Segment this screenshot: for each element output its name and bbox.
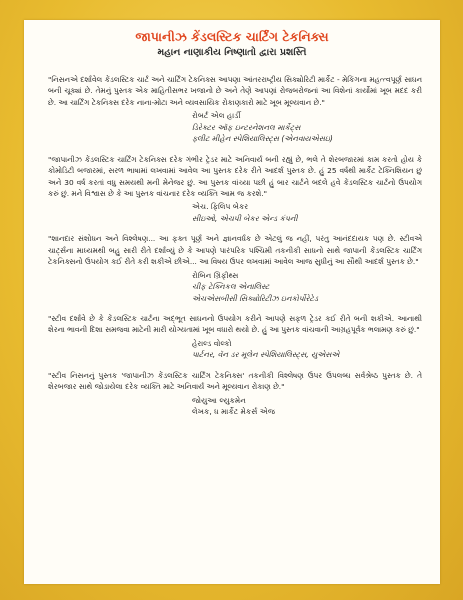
review-1 — [48, 74, 422, 145]
author-title: ચીફ ટેક્નિકલ એનાલિસ્ટ — [192, 282, 270, 292]
author-name: એચ. ફિલિપ બેકર — [192, 202, 249, 212]
author-title: ડિરેક્ટર ઑફ ઇન્ટરનેશનલ માર્કેટ્સ — [192, 122, 301, 132]
author-name: રોબિન ગ્રિફીથ્સ — [192, 270, 239, 280]
review-author — [192, 338, 422, 361]
book-title: જાપાનીઝ કેંડલસ્ટિક ચાર્ટિંગ ટેકનિક્સ — [135, 29, 329, 44]
review-quote: "સ્ટીવ નિસનનું પુસ્તક 'જાપાનીઝ કેંડલસ્ટિક ચાર્ટિંગ ટેકનિક્સ' તકનીકી વિશ્લેષણ ઉપર ઉપલબ્ધ સર્વશ્રેષ્ઠ પુસ્તક છે. તે શેરબજાર સાથે જોડાયેલા દરેક વ્યક્તિ માટે અનિવાર્ય અને મૂલ્યવાન રોકાણ છે." — [48, 370, 422, 392]
author-organization: પાર્ટનર, વૅન ડર મૂલેન સ્પેશિયાલિસ્ટ્સ, યુએસએ — [192, 350, 340, 360]
author-name: જોયુઆ લ્યુકમેન — [192, 395, 246, 405]
reviews-list — [48, 74, 422, 418]
author-name: રોબર્ટ એલ હાર્ડી — [192, 111, 241, 121]
review-quote: "જાપાનીઝ કેંડલસ્ટિક ચાર્ટિંગ ટેકનિક્સ દરેક ગંભીર ટ્રેડર માટે અનિવાર્ય બની રહ્યું છે, ભલે તે શેરબજારમાં કામ કરતો હોય કે કોમોડિટી બજારમાં, સરળ ભાષામાં લખવામાં આવેલ આ પુસ્તક દરેક રીતે આદર્શ પુસ્તક છે. હું 25 વર્ષથી માર્કેટ ટેક્નિશિયન છું અને 30 વર્ષ કરતાં વધુ સમયથી મની મેનેજર છું. આ પુસ્તક વાંચ્યા પછી હું બાર ચાર્ટને બદલે હવે કેંડલસ્ટિક ચાર્ટનો ઉપયોગ કરું છું. મને વિશ્વાસ છે કે આ પુસ્તક વાંચનાર દરેક વ્યક્તિ આમ જ કરશે." — [48, 154, 422, 198]
page-card — [24, 20, 440, 584]
praise-subtitle: મહાન નાણાકીય નિષ્ણાતો દ્વારા પ્રશસ્તિ — [157, 47, 307, 58]
header — [24, 29, 440, 60]
author-name: હેરાલ્ડ વોલ્કો — [192, 338, 232, 348]
review-quote: "શાનદાર સંશોધન અને વિશ્લેષણ... આ ફક્ત પૂર્ણ અને જ્ઞાનવર્ધક છે એટલું જ નહીં, પરંતુ આનંદદાયક પણ છે. સ્ટીવએ ચાર્ટ્સના માધ્યમથી બહુ સારી રીતે દર્શાવ્યું છે કે આપણે પારંપરિક પશ્ચિમી તકનીકી સાધનો સાથે જાપાની કેંડલસ્ટિક ચાર્ટિંગ ટેકનિક્સનો ઉપયોગ કઈ રીતે કરી શકીએ છીએ... આ વિષય ઉપર લખવામાં આવેલ આજ સુધીનું આ સૌથી આદર્શ પુસ્તક છે." — [48, 234, 422, 267]
review-4 — [48, 313, 422, 361]
author-organization: લેખક, ધ માર્કેટ મેકર્સ એજ — [192, 407, 276, 417]
author-organization: એચએસબીસી સિક્યોરિટીઝ ઇનકોર્પોરેટેડ — [192, 293, 319, 303]
author-organization: સીઇઓ, એચપી બેકર એન્ડ કંપની — [192, 213, 298, 223]
review-quote: "નિસનએ દર્શાવેલ કેંડલસ્ટિક ચાર્ટ અને ચાર્ટિંગ ટેકનિક્સ આપણા આંતરરાષ્ટ્રીય સિક્યોરિટી માર્કેટ - મેકિંગના મહત્ત્વપૂર્ણ સાધન બની ચૂક્યાં છે. તેમનું પુસ્તક એક માહિતીસભર ખજાનો છે અને તેણે આપણાં રોજબરોજનાં આ વિશેનાં કાર્યોમાં ખૂબ મદદ કરી છે. આ ચાર્ટિંગ ટેકનિક્સ દરેક નાના-મોટા અને વ્યવસાયિક રોકાણકારો માટે ખૂબ મૂલ્યવાન છે." — [48, 75, 422, 107]
review-author — [192, 201, 422, 224]
review-author — [192, 395, 422, 418]
review-3 — [48, 233, 422, 304]
review-2 — [48, 154, 422, 225]
review-author — [192, 270, 422, 305]
review-author — [192, 110, 422, 145]
review-quote: "સ્ટીવ દર્શાવે છે કે કેંડલસ્ટિક ચાર્ટના અદ્ભૂત સાધનનો ઉપયોગ કરીને આપણે સફળ ટ્રેડર કઈ રીતે બની શકીએ. આનાથી શેરના ભાવની દિશા સમજવા માટેની મારી યોગ્યતામાં ખૂબ વધારો થયો છે. હું આ પુસ્તક વાંચવાની આગ્રહપૂર્વક ભલામણ કરું છું." — [48, 314, 422, 335]
author-organization: ફ્લીટ મીહેન સ્પેશિયાલિસ્ટ્સ (એનવાયએસઇ) — [192, 134, 333, 144]
review-5 — [48, 370, 422, 418]
